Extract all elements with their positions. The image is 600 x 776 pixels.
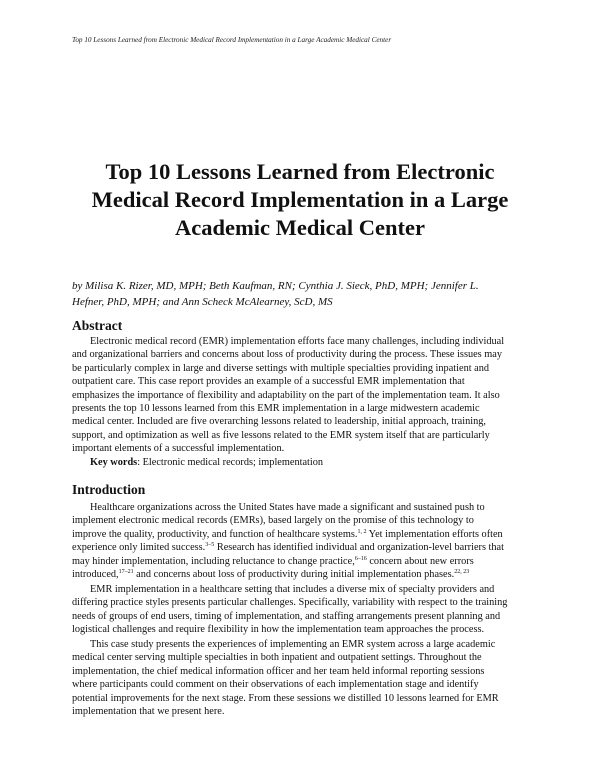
text-line: support, and optimization as well as five lessons related to the EMR system itself that are particularly <box>72 429 490 441</box>
text-line: EMR implementation in a healthcare setting that includes a diverse mix of specialty providers and <box>90 584 495 595</box>
text-line: implementation that we present here. <box>72 706 225 718</box>
text-line: implementation, the chief medical information officer and her team held informal reporting sessions <box>72 665 485 677</box>
text-line <box>72 528 532 541</box>
title-line: Top 10 Lessons Learned from Electronic <box>105 159 495 184</box>
text-line: Healthcare organizations across the United States have made a significant and sustained push to <box>90 502 485 513</box>
title-line: Medical Record Implementation in a Large <box>91 187 509 212</box>
intro-paragraph-2 <box>72 583 532 637</box>
text-segment: concern about new errors <box>366 555 474 567</box>
keywords-label: Key words <box>90 457 138 468</box>
text-line <box>72 555 532 568</box>
byline-line: Hefner, PhD, MPH; and Ann Scheck McAlearney, ScD, MS <box>72 295 333 308</box>
byline-line: by Milisa K. Rizer, MD, MPH; Beth Kaufman, RN; Cynthia J. Sieck, PhD, MPH; Jennifer L. <box>72 280 479 292</box>
intro-paragraph-3 <box>72 638 532 718</box>
intro-paragraph-1 <box>72 501 532 581</box>
text-line <box>72 568 532 581</box>
text-line: and organizational barriers and concerns about loss of productivity during the process. These issues may <box>72 349 502 361</box>
text-line: be particularly complex in large and diverse settings with multiple specialties providing inpatient and <box>72 362 490 374</box>
text-line: differing practice styles presents particular challenges. Specifically, variability with respect to the training <box>72 597 508 609</box>
introduction-heading: Introduction <box>72 482 146 497</box>
citation: 3–5 <box>205 542 215 549</box>
keywords <box>90 457 323 468</box>
running-header: Top 10 Lessons Learned from Electronic Medical Record Implementation in a Large Academic Medical Center <box>72 36 392 44</box>
text-line: logistical challenges and require flexibility in how the implementation team approaches the process. <box>72 624 485 636</box>
abstract-heading: Abstract <box>72 318 123 333</box>
title-line: Academic Medical Center <box>175 215 425 240</box>
citation: 1, 2 <box>357 528 367 535</box>
text-line: medical center serving multiple specialties in both inpatient and outpatient settings. Throughout the <box>72 652 482 664</box>
text-segment: introduced, <box>72 569 119 581</box>
text-line: Electronic medical record (EMR) implementation efforts face many challenges, including individual <box>90 336 505 347</box>
citation: 6–16 <box>354 555 367 562</box>
text-segment: Yet implementation efforts often <box>366 528 503 540</box>
text-line: important elements of a successful implementation. <box>72 443 285 455</box>
text-line: implement electronic medical records (EMRs), based largely on the promise of this technology to <box>72 515 474 527</box>
text-line: potential improvements for the next stage. From these sessions we distilled 10 lessons learned for EMR <box>72 692 499 704</box>
text-line <box>72 541 532 554</box>
text-line: where participants could comment on their observations of each implementation stage and identify <box>72 679 479 691</box>
author-byline <box>72 279 528 310</box>
text-segment: may hinder implementation, including reluctance to change practice, <box>72 555 355 567</box>
text-segment: experience only limited success. <box>72 542 206 554</box>
keywords-text: : Electronic medical records; implementation <box>137 457 324 468</box>
paper-title <box>50 158 550 242</box>
text-line: medical center. Included are five overarching lessons related to leadership, initial approach, training, <box>72 416 486 428</box>
text-segment: Research has identified individual and organization-level barriers that <box>214 542 504 554</box>
text-line: outpatient care. This case report provides an example of a successful EMR implementation that <box>72 376 465 388</box>
text-line: needs of groups of end users, timing of implementation, and staffing arrangements present planning and <box>72 610 501 622</box>
text-line: This case study presents the experiences of implementing an EMR system across a large academic <box>90 639 496 650</box>
text-segment: and concerns about loss of productivity during initial implementation phases. <box>133 569 455 581</box>
citation: 17–21 <box>118 569 134 576</box>
text-line: presents the top 10 lessons learned from this EMR implementation in a large midwestern academic <box>72 403 480 415</box>
text-line: emphasizes the importance of flexibility and adaptability on the part of the implementation team. It also <box>72 389 500 401</box>
citation: 22, 23 <box>454 569 470 576</box>
abstract-paragraph <box>72 335 532 456</box>
text-segment: improve the quality, productivity, and function of healthcare systems. <box>72 528 358 540</box>
